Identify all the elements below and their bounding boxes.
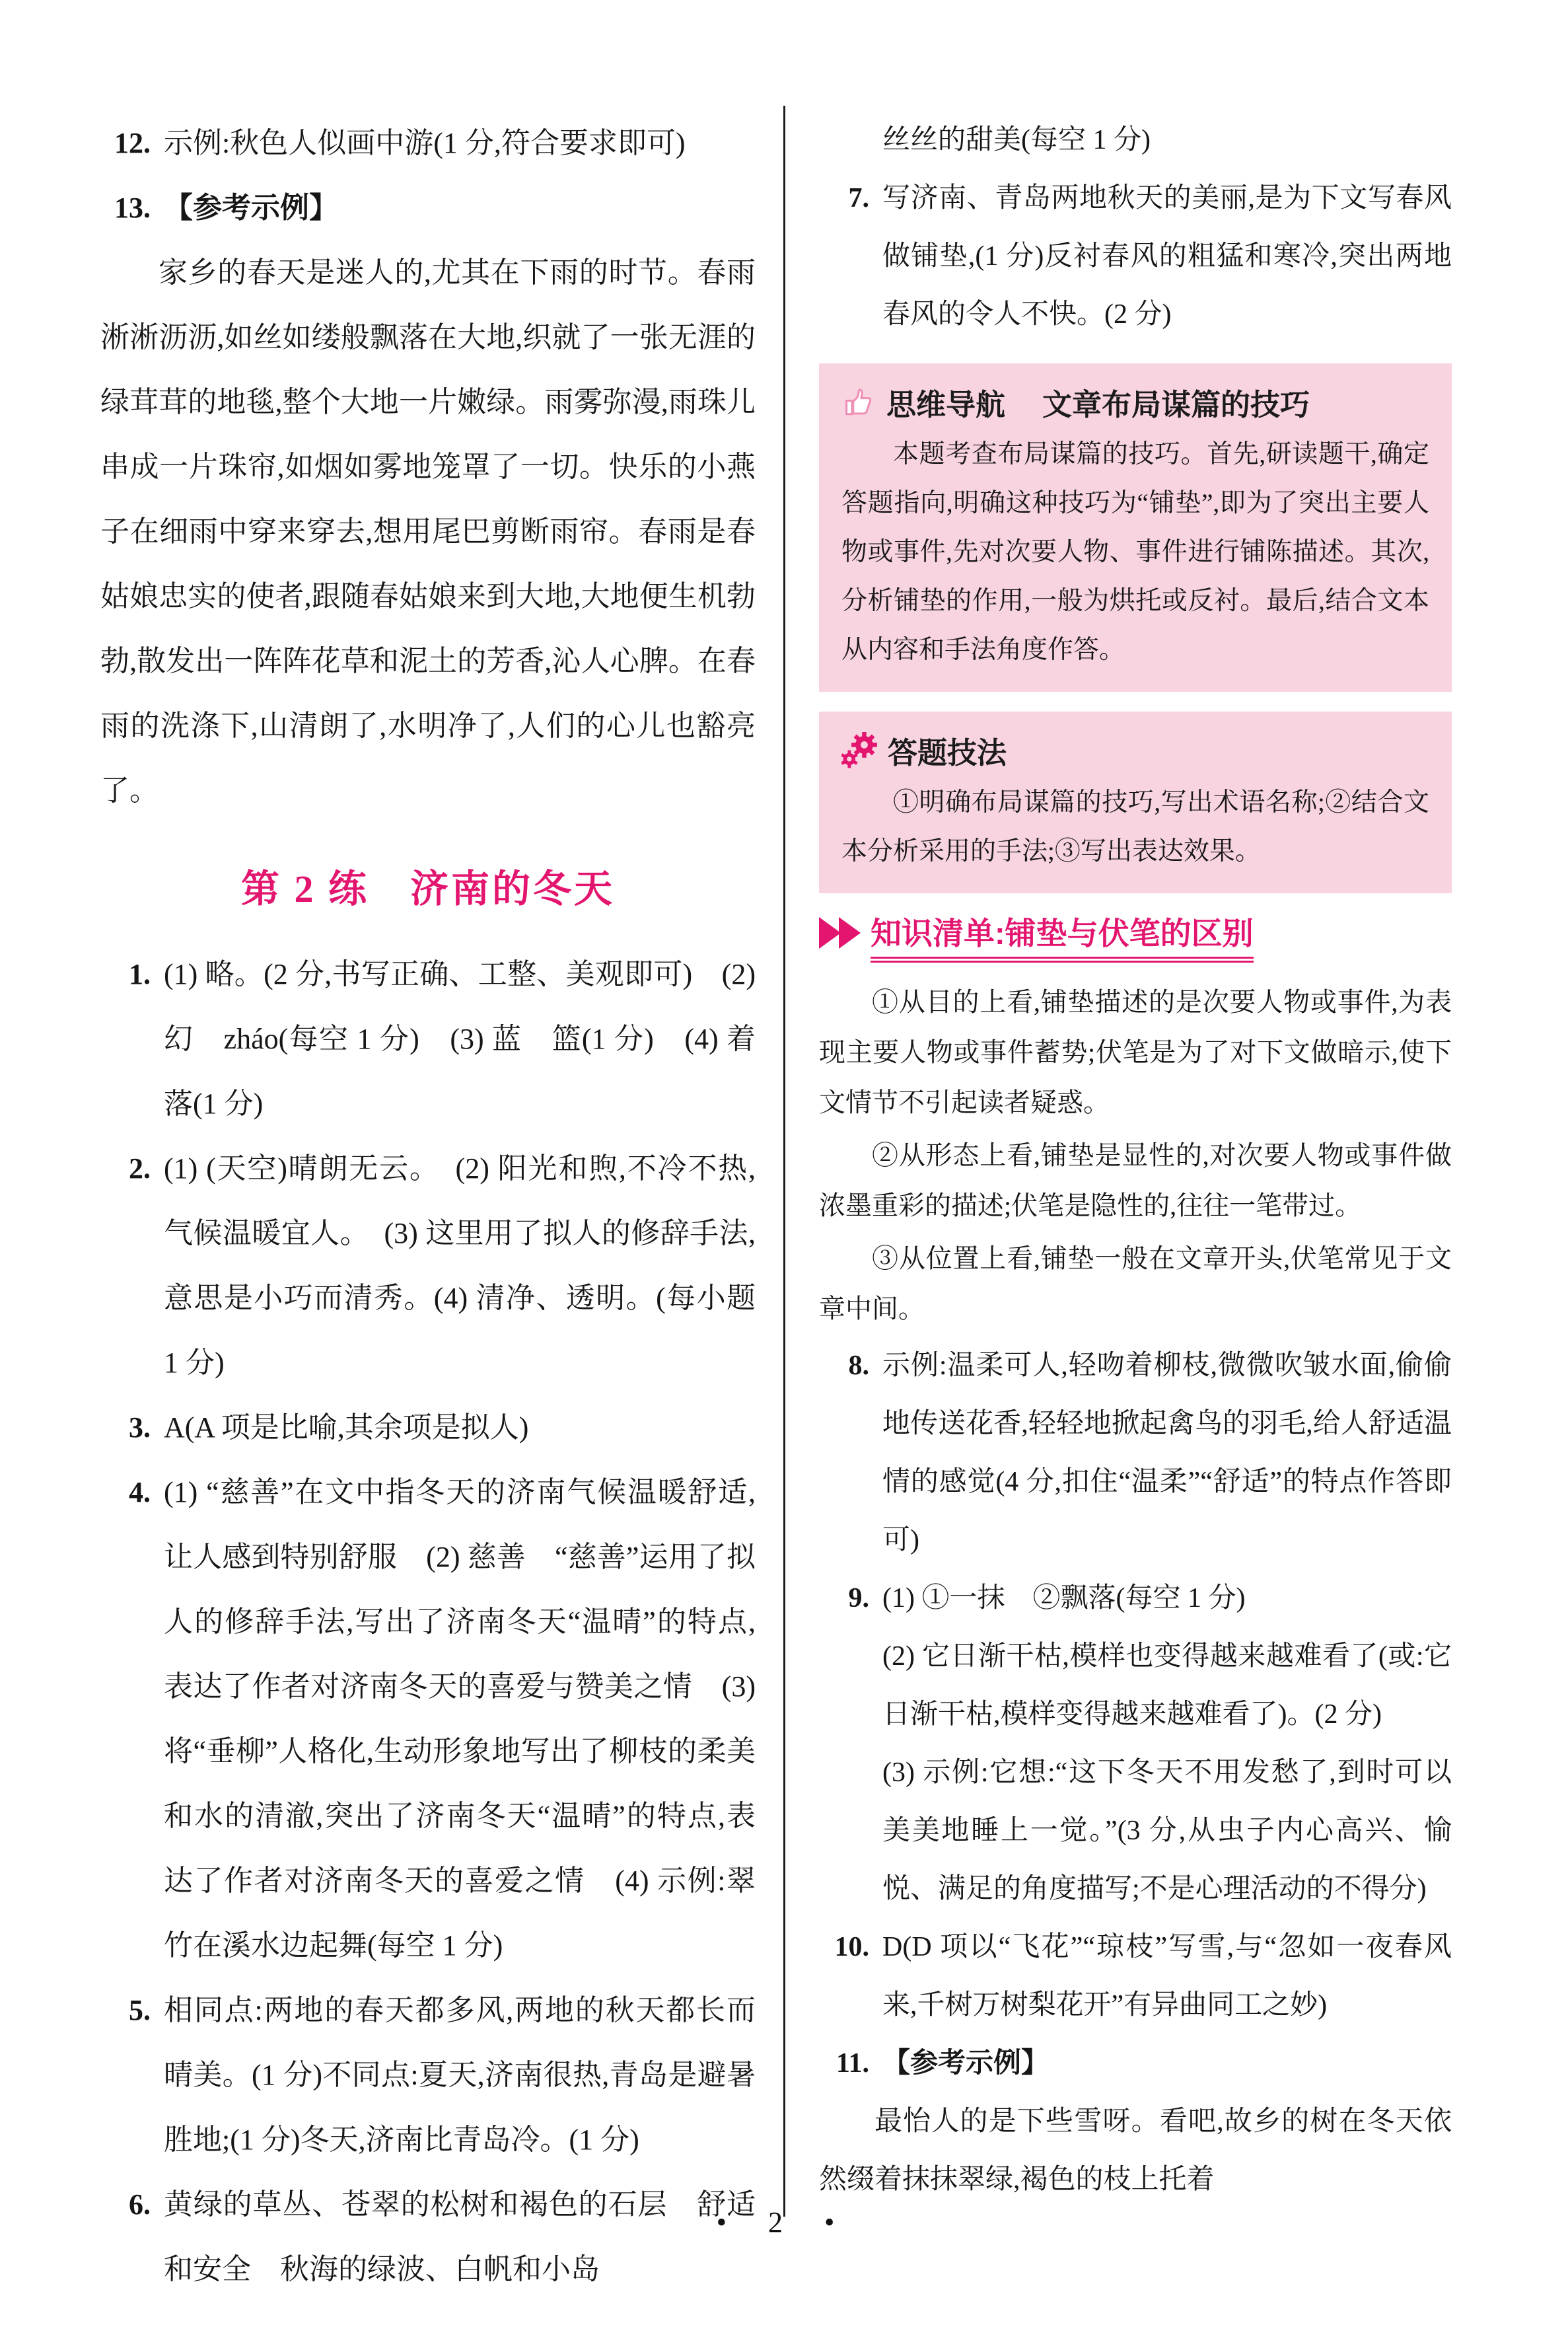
- knowledge-point-3: ③从位置上看,铺垫一般在文章开头,伏笔常见于文章中间。: [819, 1243, 1452, 1324]
- answer-item-10: [819, 1918, 1452, 2034]
- item-number: 7.: [848, 183, 869, 213]
- box-subtitle: 文章布局谋篇的技巧: [1042, 388, 1310, 422]
- essay-paragraph: 家乡的春天是迷人的,尤其在下雨的时节。春雨淅淅沥沥,如丝如缕般飘落在大地,织就了一张无涯的绿茸茸的地毯,整个大地一片嫩绿。雨雾弥漫,雨珠儿串成一片珠帘,如烟如雾地笼罩了一切。快乐的小燕子在细雨中穿来穿去,想用尾巴剪断雨帘。春雨是春姑娘忠实的使者,跟随春姑娘来到大地,大地便生机勃勃,散发出一阵阵花草和泥土的芳香,沁人心脾。在春雨的洗涤下,山清朗了,水明净了,人们的心儿也豁亮了。: [100, 256, 756, 807]
- answer-item-11: [819, 2034, 1452, 2092]
- item-number: 10.: [834, 1932, 869, 1963]
- box-header: [841, 729, 1429, 772]
- answer-item-5: [100, 1978, 756, 2172]
- reference-example-label: 【参考示例】: [882, 2048, 1050, 2079]
- answer-item-13: [100, 176, 756, 240]
- reference-example-label: 【参考示例】: [164, 192, 338, 224]
- item-number-spacer: [819, 111, 882, 169]
- answer-technique-box: [819, 712, 1452, 893]
- answer-item-8: [819, 1337, 1452, 1569]
- box-body-text: 本题考查布局谋篇的技巧。首先,研读题干,确定答题指向,明确这种技巧为“铺垫”,即为了突出主要人物或事件,先对次要人物、事件进行铺陈描述。其次,分析铺垫的作用,一般为烘托或反衬。最后,结合文本从内容和手法角度作答。: [841, 440, 1429, 664]
- item-text: 相同点:两地的春天都多风,两地的秋天都长而晴美。(1 分)不同点:夏天,济南很热,青岛是避暑胜地;(1 分)冬天,济南比青岛冷。(1 分): [164, 1994, 756, 2156]
- knowledge-list-title: 知识清单:铺垫与伏笔的区别: [871, 916, 1254, 963]
- page-number: • 2 •: [716, 2206, 852, 2238]
- right-column: [819, 111, 1452, 2209]
- box-title: 答题技法: [888, 736, 1007, 770]
- item-text: 示例:秋色人似画中游(1 分,符合要求即可): [164, 127, 686, 159]
- gears-icon: [841, 732, 878, 769]
- answer-item-9: [819, 1569, 1452, 1918]
- item-number: 2.: [129, 1152, 151, 1185]
- item-number: 1.: [129, 958, 151, 990]
- answer-item-3: [100, 1395, 756, 1460]
- sub-answer-2: (2) 它日渐干枯,模样也变得越来越难看了(或:它日渐干枯,模样变得越来越难看了)。(2 分): [882, 1641, 1452, 1730]
- thumbs-up-icon: [841, 385, 877, 420]
- item-text: [882, 1569, 1452, 1918]
- item-text: 示例:温柔可人,轻吻着柳枝,微微吹皱水面,偷偷地传送花香,轻轻地掀起禽鸟的羽毛,给人舒适温情的感觉(4 分,扣住“温柔”“舒适”的特点作答即可): [882, 1350, 1452, 1556]
- box-body-text: ①明确布局谋篇的技巧,写出术语名称;②结合文本分析采用的手法;③写出表达效果。: [841, 788, 1429, 866]
- item-number: 8.: [848, 1350, 869, 1382]
- item-number: 4.: [129, 1476, 151, 1508]
- item-number: 12.: [114, 127, 151, 159]
- sub-answer-3: (3) 示例:它想:“这下冬天不用发愁了,到时可以美美地睡上一觉。”(3 分,从虫子内心高兴、愉悦、满足的角度描写;不是心理活动的不得分): [882, 1757, 1452, 1905]
- double-arrow-icon: [819, 917, 863, 949]
- item-number: 6.: [129, 2188, 151, 2221]
- item-text: 写济南、青岛两地秋天的美丽,是为下文写春风做铺垫,(1 分)反衬春风的粗猛和寒冷,突出两地春风的令人不快。(2 分): [882, 183, 1452, 330]
- thinking-navigation-box: [819, 363, 1452, 692]
- answer-item-12: [100, 111, 756, 176]
- continuation-line: [819, 111, 1452, 169]
- knowledge-point-1: ①从目的上看,铺垫描述的是次要人物或事件,为表现主要人物或事件蓄势;伏笔是为了对下文做暗示,使下文情节不引起读者疑惑。: [819, 987, 1452, 1118]
- knowledge-list-header: [819, 916, 1452, 963]
- answer-item-7: [819, 169, 1452, 344]
- item-number: 9.: [848, 1583, 869, 1614]
- item-number: 11.: [836, 2048, 869, 2079]
- item-text: D(D 项以“飞花”“琼枝”写雪,与“忽如一夜春风来,千树万树梨花开”有异曲同工之妙): [882, 1932, 1452, 2021]
- answer-item-1: [100, 942, 756, 1136]
- answer-item-4: [100, 1460, 756, 1978]
- sub-answer-1: (1) ①一抹 ②飘落(每空 1 分): [882, 1583, 1246, 1614]
- item-number: 5.: [129, 1994, 151, 2026]
- essay-paragraph: 最怡人的是下些雪呀。看吧,故乡的树在冬天依然缀着抹抹翠绿,褐色的枝上托着: [819, 2106, 1452, 2196]
- item-text: 黄绿的草丛、苍翠的松树和褐色的石层 舒适和安全 秋海的绿波、白帆和小岛: [164, 2188, 756, 2285]
- knowledge-point-2: ②从形态上看,铺垫是显性的,对次要人物或事件做浓墨重彩的描述;伏笔是隐性的,往往一笔带过。: [819, 1140, 1452, 1221]
- item-number: 3.: [129, 1411, 151, 1444]
- item-text: (1) (天空)晴朗无云。 (2) 阳光和煦,不冷不热,气候温暖宜人。 (3) 这里用了拟人的修辞手法,意思是小巧而清秀。(4) 清净、透明。(每小题 1 分): [164, 1152, 756, 1379]
- left-column: [100, 111, 756, 2302]
- item-text: 丝丝的甜美(每空 1 分): [882, 125, 1151, 155]
- item-number: 13.: [114, 192, 151, 224]
- section-title: 第 2 练 济南的冬天: [240, 867, 615, 910]
- answer-item-2: [100, 1136, 756, 1395]
- item-text: (1) 略。(2 分,书写正确、工整、美观即可) (2) 幻 zháo(每空 1 分) (3) 蓝 篮(1 分) (4) 着落(1 分): [164, 958, 756, 1120]
- item-text: A(A 项是比喻,其余项是拟人): [164, 1411, 529, 1444]
- column-divider-rule: [783, 106, 785, 2217]
- item-text: (1) “慈善”在文中指冬天的济南气候温暖舒适,让人感到特别舒服 (2) 慈善 “慈善”运用了拟人的修辞手法,写出了济南冬天“温晴”的特点,表达了作者对济南冬天的喜爱与赞美之情 (3) 将“垂柳”人格化,生动形象地写出了柳枝的柔美和水的清澈,突出了济南冬天“温晴”的特点,表达了作者对济南冬天的喜爱之情 (4) 示例:翠竹在溪水边起舞(每空 1 分): [164, 1476, 756, 1962]
- box-header: [841, 381, 1429, 424]
- box-title: 思维导航: [886, 388, 1006, 422]
